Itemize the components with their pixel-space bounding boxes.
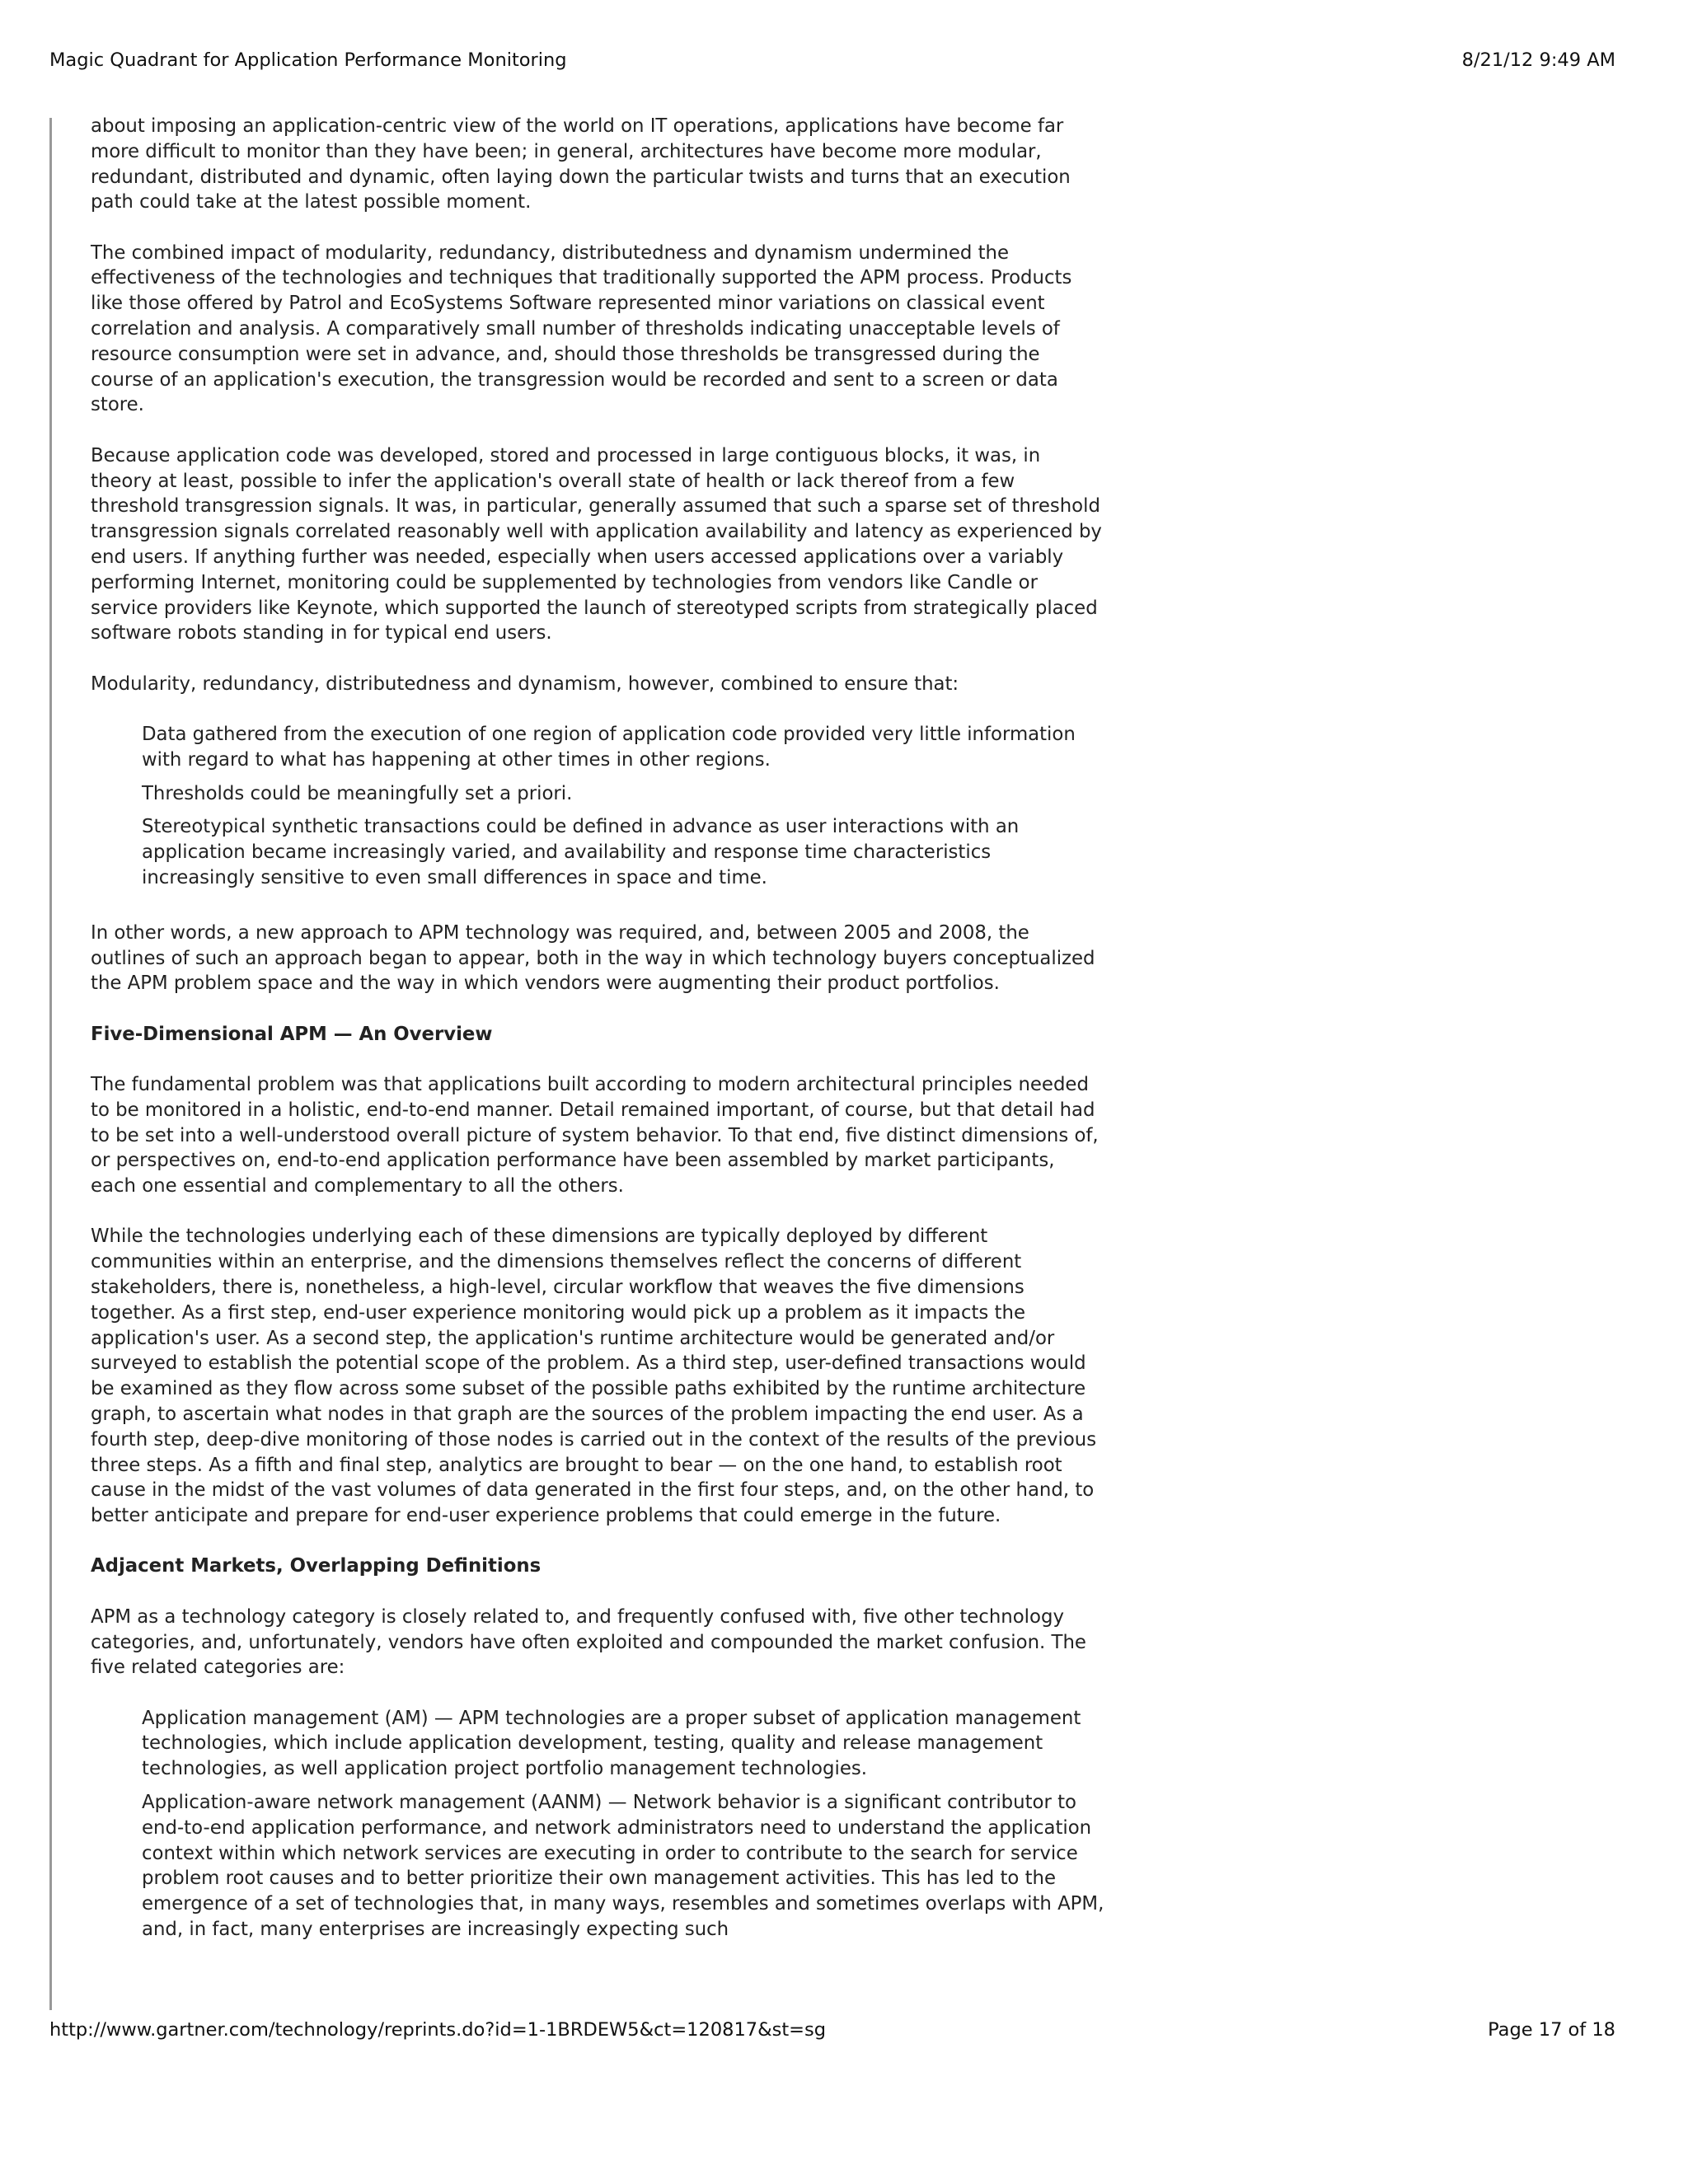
bullet-list (91, 722, 1104, 891)
section-heading: Five-Dimensional APM — An Overview (91, 1023, 493, 1045)
article-body (91, 114, 1104, 1951)
paragraph: The combined impact of modularity, redundancy, distributedness and dynamism undermined the effectiveness of the technologies and techniques that traditionally supported the APM process. Products like those offered by Patrol and EcoSystems Software represented minor variations on classical event correlation and analysis. A comparatively small number of thresholds indicating unacceptable levels of resource consumption were set in advance, and, should those thresholds be transgressed during the course of an application's execution, the transgression would be recorded and sent to a screen or data store. (91, 241, 1072, 416)
paragraph: about imposing an application-centric view of the world on IT operations, applications have become far more difficult to monitor than they have been; in general, architectures have become more modular, redundant, distributed and dynamic, often laying down the particular twists and turns that an execution path could take at the latest possible moment. (91, 115, 1071, 213)
paragraph: The fundamental problem was that applications built according to modern architectural principles needed to be monitored in a holistic, end-to-end manner. Detail remained important, of course, but that detail had to be set into a well-understood overall picture of system behavior. To that end, five distinct dimensions of, or perspectives on, end-to-end application performance have been assembled by market participants, each one essential and complementary to all the others. (91, 1073, 1099, 1197)
page-header-title: Magic Quadrant for Application Performance Monitoring (49, 49, 567, 71)
content-left-rule (49, 118, 52, 2010)
list-item: Application-aware network management (AANM) — Network behavior is a significant contributor to end-to-end application performance, and network administrators need to understand the application context within which network services are executing in order to contribute to the search for service problem root causes and to better prioritize their own management activities. This has led to the emergence of a set of technologies that, in many ways, resembles and sometimes overlaps with APM, and, in fact, many enterprises are increasingly expecting such (142, 1792, 1104, 1941)
list-item: Stereotypical synthetic transactions could be defined in advance as user interactions with an application became increasingly varied, and availability and response time characteristics increasingly sensitive to even small differences in space and time. (142, 816, 1020, 888)
list-item: Application management (AM) — APM technologies are a proper subset of application management technologies, which include application development, testing, quality and release management technologies, as well application project portfolio management technologies. (142, 1707, 1081, 1780)
paragraph: In other words, a new approach to APM technology was required, and, between 2005 and 2008, the outlines of such an approach began to appear, both in the way in which technology buyers conceptualized the APM problem space and the way in which vendors were augmenting their product portfolios. (91, 921, 1095, 995)
paragraph: Modularity, redundancy, distributedness and dynamism, however, combined to ensure that: (91, 673, 959, 695)
paragraph: Because application code was developed, stored and processed in large contiguous blocks, it was, in theory at least, possible to infer the application's overall state of health or lack thereof from a few threshold transgression signals. It was, in particular, generally assumed that such a sparse set of threshold transgression signals correlated reasonably well with application availability and latency as experienced by end users. If anything further was needed, especially when users accessed applications over a variably performing Internet, monitoring could be supplemented by technologies from vendors like Candle or service providers like Keynote, which supported the launch of stereotyped scripts from strategically placed software robots standing in for typical end users. (91, 444, 1102, 644)
page-header-datetime: 8/21/12 9:49 AM (1461, 49, 1615, 71)
bullet-list (91, 1706, 1104, 1943)
list-item: Data gathered from the execution of one region of application code provided very little information with regard to what has happening at other times in other regions. (142, 723, 1076, 771)
page-footer-page-number: Page 17 of 18 (1488, 2019, 1615, 2041)
paragraph: While the technologies underlying each of these dimensions are typically deployed by different communities within an enterprise, and the dimensions themselves reflect the concerns of different stakeholders, there is, nonetheless, a high-level, circular workflow that weaves the five dimensions together. As a first step, end-user experience monitoring would pick up a problem as it impacts the application's user. As a second step, the application's runtime architecture would be generated and/or surveyed to establish the potential scope of the problem. As a third step, user-defined transactions would be examined as they flow across some subset of the possible paths exhibited by the runtime architecture graph, to ascertain what nodes in that graph are the sources of the problem impacting the end user. As a fourth step, deep-dive monitoring of those nodes is carried out in the context of the results of the previous three steps. As a fifth and final step, analytics are brought to bear — on the one hand, to establish root cause in the midst of the vast volumes of data generated in the first four steps, and, on the other hand, to better anticipate and prepare for end-user experience problems that could emerge in the future. (91, 1226, 1097, 1527)
page-footer-url: http://www.gartner.com/technology/reprints.do?id=1-1BRDEW5&ct=120817&st=sg (49, 2019, 827, 2041)
section-heading: Adjacent Markets, Overlapping Definitions (91, 1555, 542, 1577)
list-item: Thresholds could be meaningfully set a priori. (142, 782, 573, 804)
paragraph: APM as a technology category is closely related to, and frequently confused with, five other technology categories, and, unfortunately, vendors have often exploited and compounded the market confusion. The five related categories are: (91, 1605, 1086, 1679)
